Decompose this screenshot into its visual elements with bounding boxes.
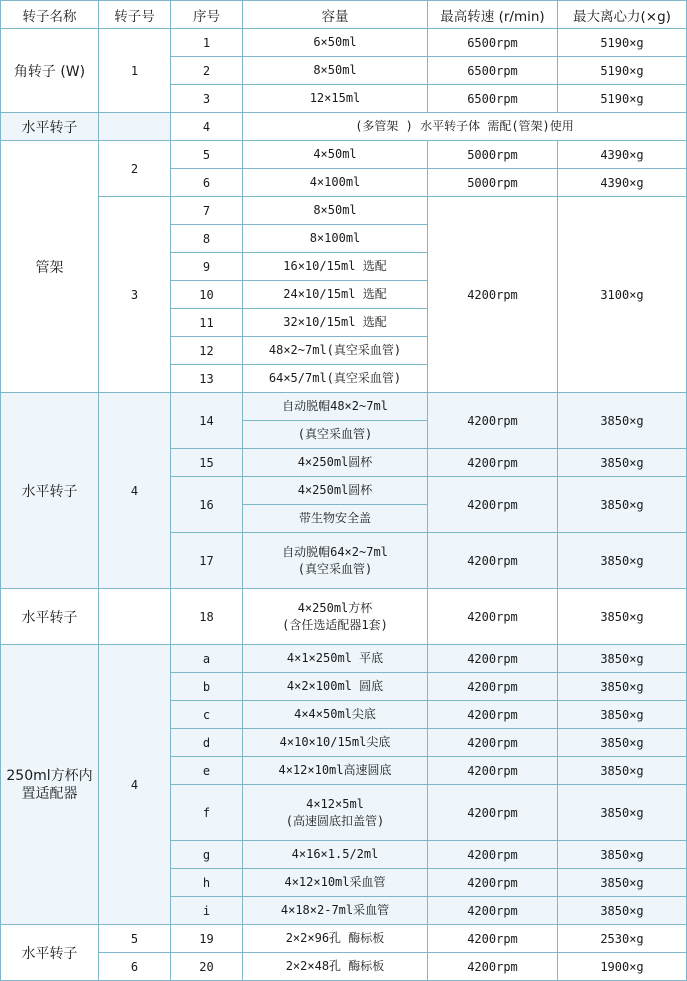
speed-cell: 6500rpm: [428, 29, 558, 57]
capacity-line: (高速圆底扣盖管): [285, 813, 385, 828]
force-cell: 3850×g: [558, 841, 687, 869]
force-cell: 2530×g: [558, 925, 687, 953]
table-row: [1, 645, 687, 673]
capacity-cell: 12×15ml: [243, 85, 428, 113]
header-max-force: 最大离心力(×g): [558, 1, 687, 29]
sequence-cell: i: [171, 897, 243, 925]
force-cell: 5190×g: [558, 29, 687, 57]
force-cell: 4390×g: [558, 169, 687, 197]
rotor-number-cell: 4: [99, 393, 171, 589]
speed-cell: 4200rpm: [428, 673, 558, 701]
table-row: [1, 925, 687, 953]
sequence-cell: 3: [171, 85, 243, 113]
speed-cell: 4200rpm: [428, 701, 558, 729]
speed-cell: 4200rpm: [428, 925, 558, 953]
rotor-name-cell: 水平转子: [1, 925, 99, 981]
header-capacity: 容量: [243, 1, 428, 29]
speed-cell: 4200rpm: [428, 729, 558, 757]
sequence-cell: f: [171, 785, 243, 841]
table-row: [1, 589, 687, 645]
rotor-number-cell: 2: [99, 141, 171, 197]
capacity-cell: 4×100ml: [243, 169, 428, 197]
sequence-cell: d: [171, 729, 243, 757]
force-cell: 3850×g: [558, 785, 687, 841]
capacity-cell: [243, 589, 428, 645]
speed-cell: 4200rpm: [428, 589, 558, 645]
sequence-cell: 19: [171, 925, 243, 953]
sequence-cell: 7: [171, 197, 243, 225]
force-cell: 3850×g: [558, 729, 687, 757]
speed-cell: 4200rpm: [428, 645, 558, 673]
sequence-cell: 14: [171, 393, 243, 449]
sequence-cell: 11: [171, 309, 243, 337]
capacity-cell: 8×50ml: [243, 197, 428, 225]
speed-cell: 5000rpm: [428, 169, 558, 197]
capacity-cell: 64×5/7ml(真空采血管): [243, 365, 428, 393]
speed-cell: 4200rpm: [428, 477, 558, 533]
capacity-cell: [243, 785, 428, 841]
table-row: [1, 393, 687, 421]
sequence-cell: 5: [171, 141, 243, 169]
speed-cell: 4200rpm: [428, 953, 558, 981]
force-cell: 3100×g: [558, 197, 687, 393]
speed-cell: 4200rpm: [428, 869, 558, 897]
capacity-cell: 4×4×50ml尖底: [243, 701, 428, 729]
rotor-number-cell: 6: [99, 953, 171, 981]
sequence-cell: a: [171, 645, 243, 673]
rotor-name-cell: 水平转子: [1, 113, 99, 141]
capacity-cell: 24×10/15ml 选配: [243, 281, 428, 309]
capacity-cell: [243, 533, 428, 589]
capacity-cell: 48×2~7ml(真空采血管): [243, 337, 428, 365]
force-cell: 3850×g: [558, 673, 687, 701]
rotor-name-cell: 水平转子: [1, 589, 99, 645]
rotor-number-cell: [99, 113, 171, 141]
sequence-cell: 20: [171, 953, 243, 981]
sequence-cell: h: [171, 869, 243, 897]
speed-cell: 6500rpm: [428, 57, 558, 85]
capacity-cell: 4×16×1.5/2ml: [243, 841, 428, 869]
capacity-cell: 自动脱帽48×2~7ml: [243, 393, 428, 421]
speed-cell: 4200rpm: [428, 757, 558, 785]
sequence-cell: 6: [171, 169, 243, 197]
capacity-cell: 4×2×100ml 圆底: [243, 673, 428, 701]
capacity-cell: 2×2×96孔 酶标板: [243, 925, 428, 953]
rotor-number-cell: 4: [99, 645, 171, 925]
rotor-number-cell: [99, 589, 171, 645]
force-cell: 3850×g: [558, 897, 687, 925]
table-row: [1, 29, 687, 57]
sequence-cell: 18: [171, 589, 243, 645]
capacity-cell: 2×2×48孔 酶标板: [243, 953, 428, 981]
table-row: [1, 113, 687, 141]
capacity-line: (真空采血管): [297, 561, 373, 576]
rotor-number-cell: 5: [99, 925, 171, 953]
speed-cell: 4200rpm: [428, 785, 558, 841]
rotor-name-cell: 管架: [1, 141, 99, 393]
capacity-cell: 4×10×10/15ml尖底: [243, 729, 428, 757]
capacity-line: 自动脱帽64×2~7ml: [282, 544, 388, 559]
rotor-name-cell: 角转子 (W): [1, 29, 99, 113]
speed-cell: 5000rpm: [428, 141, 558, 169]
rotor-note-cell: (多管架 ) 水平转子体 需配(管架)使用: [243, 113, 687, 141]
force-cell: 1900×g: [558, 953, 687, 981]
capacity-cell: (真空采血管): [243, 421, 428, 449]
sequence-cell: c: [171, 701, 243, 729]
force-cell: 3850×g: [558, 393, 687, 449]
force-cell: 3850×g: [558, 477, 687, 533]
speed-cell: 6500rpm: [428, 85, 558, 113]
speed-cell: 4200rpm: [428, 393, 558, 449]
sequence-cell: 2: [171, 57, 243, 85]
speed-cell: 4200rpm: [428, 197, 558, 393]
rotor-name-cell: 水平转子: [1, 393, 99, 589]
force-cell: 4390×g: [558, 141, 687, 169]
sequence-cell: 17: [171, 533, 243, 589]
sequence-cell: 13: [171, 365, 243, 393]
sequence-cell: 10: [171, 281, 243, 309]
force-cell: 3850×g: [558, 869, 687, 897]
rotor-number-cell: 3: [99, 197, 171, 393]
capacity-cell: 8×50ml: [243, 57, 428, 85]
force-cell: 3850×g: [558, 533, 687, 589]
force-cell: 3850×g: [558, 589, 687, 645]
sequence-cell: 16: [171, 477, 243, 533]
rotor-name-cell: 250ml方杯内置适配器: [1, 645, 99, 925]
capacity-line: 4×250ml方杯: [297, 600, 373, 615]
speed-cell: 4200rpm: [428, 533, 558, 589]
table-header-row: [1, 1, 687, 29]
capacity-cell: 4×1×250ml 平底: [243, 645, 428, 673]
table-row: [1, 141, 687, 169]
header-max-speed: 最高转速 (r/min): [428, 1, 558, 29]
capacity-cell: 4×12×10ml高速圆底: [243, 757, 428, 785]
capacity-cell: 32×10/15ml 选配: [243, 309, 428, 337]
force-cell: 3850×g: [558, 701, 687, 729]
capacity-cell: 4×250ml圆杯: [243, 477, 428, 505]
table-row: [1, 197, 687, 225]
rotor-number-cell: 1: [99, 29, 171, 113]
sequence-cell: 12: [171, 337, 243, 365]
capacity-cell: 4×50ml: [243, 141, 428, 169]
capacity-cell: 16×10/15ml 选配: [243, 253, 428, 281]
table-row: [1, 953, 687, 981]
sequence-cell: e: [171, 757, 243, 785]
speed-cell: 4200rpm: [428, 841, 558, 869]
capacity-line: 4×12×5ml: [306, 796, 364, 811]
sequence-cell: g: [171, 841, 243, 869]
sequence-cell: 15: [171, 449, 243, 477]
force-cell: 5190×g: [558, 85, 687, 113]
force-cell: 3850×g: [558, 449, 687, 477]
capacity-cell: 4×12×10ml采血管: [243, 869, 428, 897]
capacity-cell: 4×250ml圆杯: [243, 449, 428, 477]
sequence-cell: 9: [171, 253, 243, 281]
force-cell: 3850×g: [558, 757, 687, 785]
sequence-cell: 8: [171, 225, 243, 253]
sequence-cell: 4: [171, 113, 243, 141]
header-rotor-number: 转子号: [99, 1, 171, 29]
capacity-cell: 8×100ml: [243, 225, 428, 253]
speed-cell: 4200rpm: [428, 449, 558, 477]
capacity-cell: 4×18×2-7ml采血管: [243, 897, 428, 925]
sequence-cell: 1: [171, 29, 243, 57]
capacity-cell: 带生物安全盖: [243, 505, 428, 533]
force-cell: 5190×g: [558, 57, 687, 85]
speed-cell: 4200rpm: [428, 897, 558, 925]
header-rotor-name: 转子名称: [1, 1, 99, 29]
force-cell: 3850×g: [558, 645, 687, 673]
capacity-cell: 6×50ml: [243, 29, 428, 57]
header-sequence: 序号: [171, 1, 243, 29]
sequence-cell: b: [171, 673, 243, 701]
capacity-line: (含任选适配器1套): [282, 617, 388, 632]
